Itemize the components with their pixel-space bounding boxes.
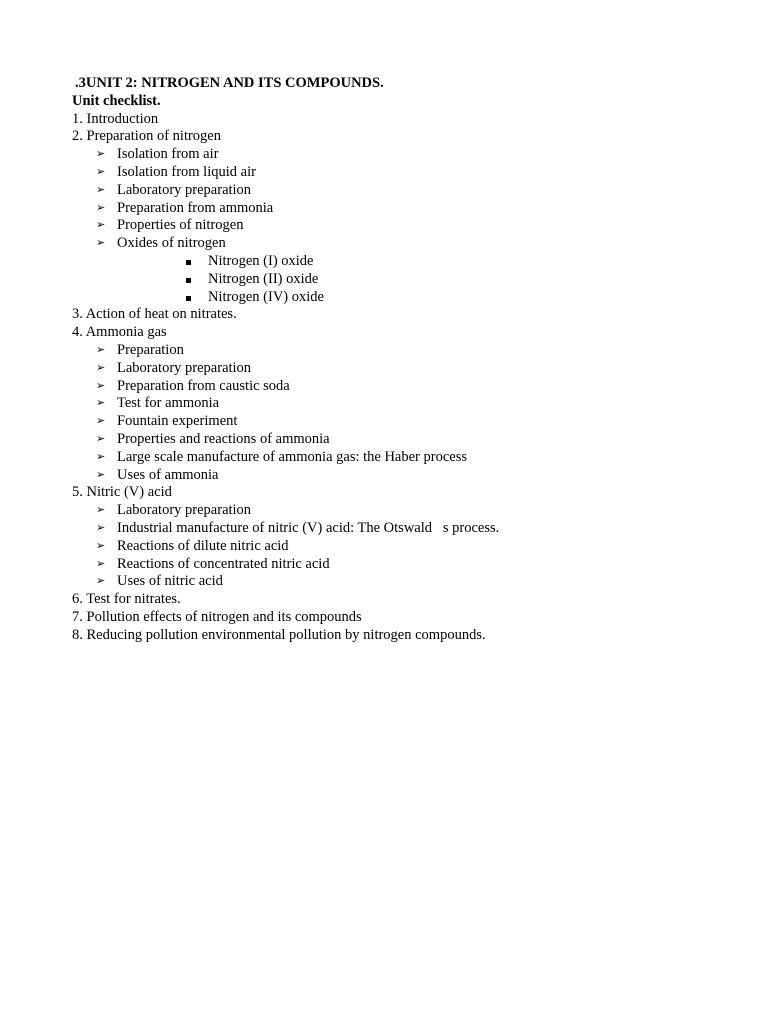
- square-bullet-icon: [186, 260, 191, 265]
- arrow-bullet-icon: ➢: [96, 468, 106, 481]
- arrow-bullet-icon: ➢: [96, 165, 106, 178]
- nested-list-item-label: Nitrogen (IV) oxide: [208, 288, 324, 305]
- arrow-bullet-icon: ➢: [96, 148, 106, 161]
- arrow-bullet-icon: ➢: [96, 504, 106, 517]
- arrow-bullet-icon: ➢: [96, 397, 106, 410]
- sub-list-item-label: Oxides of nitrogen: [117, 235, 226, 252]
- arrow-bullet-icon: ➢: [96, 183, 106, 196]
- square-bullet-icon: [186, 278, 191, 283]
- sub-list-item: [72, 502, 712, 520]
- sub-list-item-label: Uses of ammonia: [117, 466, 219, 483]
- sub-list-item: [72, 164, 712, 182]
- unit-title: .3UNIT 2: NITROGEN AND ITS COMPOUNDS.: [75, 75, 384, 91]
- sub-list-item-label: Reactions of concentrated nitric acid: [117, 555, 330, 572]
- nested-list-item: [72, 253, 712, 271]
- sub-list-item-label: Preparation from caustic soda: [117, 377, 290, 394]
- arrow-bullet-icon: ➢: [96, 539, 106, 552]
- arrow-bullet-icon: ➢: [96, 343, 106, 356]
- nested-list-item-label: Nitrogen (I) oxide: [208, 252, 314, 269]
- arrow-bullet-icon: ➢: [96, 575, 106, 588]
- sub-list-item: [72, 395, 712, 413]
- list-item: 1. Introduction: [72, 110, 159, 127]
- list-item: 7. Pollution effects of nitrogen and its compounds: [72, 608, 362, 625]
- list-item: 5. Nitric (V) acid: [72, 484, 172, 501]
- sub-list-item: [72, 217, 712, 235]
- sub-list-item-label: Isolation from liquid air: [117, 163, 256, 180]
- sub-list-item-label: Uses of nitric acid: [117, 573, 223, 590]
- sub-list-item: [72, 538, 712, 556]
- sub-list-item: [72, 431, 712, 449]
- sub-list-item: [72, 449, 712, 467]
- square-bullet-icon: [186, 296, 191, 301]
- sub-list-item-label: Preparation from ammonia: [117, 199, 274, 216]
- list-item: 2. Preparation of nitrogen: [72, 128, 221, 145]
- sub-list-item-label: Test for ammonia: [117, 395, 220, 412]
- sub-list-item-label: Laboratory preparation: [117, 502, 252, 519]
- sub-list-item: [72, 342, 712, 360]
- sub-list-item: [72, 413, 712, 431]
- document-content: [72, 75, 712, 645]
- sub-list-item: [72, 360, 712, 378]
- sub-list-item: [72, 182, 712, 200]
- arrow-bullet-icon: ➢: [96, 521, 106, 534]
- sub-list-item-label: Isolation from air: [117, 146, 219, 163]
- sub-list-item: [72, 146, 712, 164]
- sub-list-item-label: Fountain experiment: [117, 413, 238, 430]
- nested-list-item: [72, 289, 712, 307]
- sub-list-item: [72, 573, 712, 591]
- sub-list-item: [72, 235, 712, 253]
- list-item: 8. Reducing pollution environmental pollution by nitrogen compounds.: [72, 626, 486, 643]
- list-item: 6. Test for nitrates.: [72, 591, 181, 608]
- sub-list-item-label: Laboratory preparation: [117, 359, 252, 376]
- arrow-bullet-icon: ➢: [96, 415, 106, 428]
- checklist-heading: Unit checklist.: [72, 92, 161, 109]
- arrow-bullet-icon: ➢: [96, 201, 106, 214]
- sub-list-item-label: Preparation: [117, 341, 184, 358]
- sub-list-item-label: Large scale manufacture of ammonia gas: the Haber process: [117, 448, 467, 465]
- arrow-bullet-icon: ➢: [96, 557, 106, 570]
- nested-list-item: [72, 271, 712, 289]
- list-item: 4. Ammonia gas: [72, 324, 167, 341]
- arrow-bullet-icon: ➢: [96, 450, 106, 463]
- sub-list-item-label: Laboratory preparation: [117, 181, 252, 198]
- arrow-bullet-icon: ➢: [96, 379, 106, 392]
- arrow-bullet-icon: ➢: [96, 361, 106, 374]
- arrow-bullet-icon: ➢: [96, 219, 106, 232]
- nested-list-item-label: Nitrogen (II) oxide: [208, 270, 319, 287]
- sub-list-item-label: Properties and reactions of ammonia: [117, 430, 330, 447]
- sub-list-item: [72, 520, 712, 538]
- sub-list-item: [72, 378, 712, 396]
- arrow-bullet-icon: ➢: [96, 432, 106, 445]
- list-item: 3. Action of heat on nitrates.: [72, 306, 237, 323]
- sub-list-item: [72, 556, 712, 574]
- sub-list-item: [72, 200, 712, 218]
- sub-list-item-label: Reactions of dilute nitric acid: [117, 537, 289, 554]
- sub-list-item: [72, 467, 712, 485]
- sub-list-item-label: Industrial manufacture of nitric (V) acid: The Otswald s process.: [117, 519, 500, 536]
- sub-list-item-label: Properties of nitrogen: [117, 217, 244, 234]
- arrow-bullet-icon: ➢: [96, 237, 106, 250]
